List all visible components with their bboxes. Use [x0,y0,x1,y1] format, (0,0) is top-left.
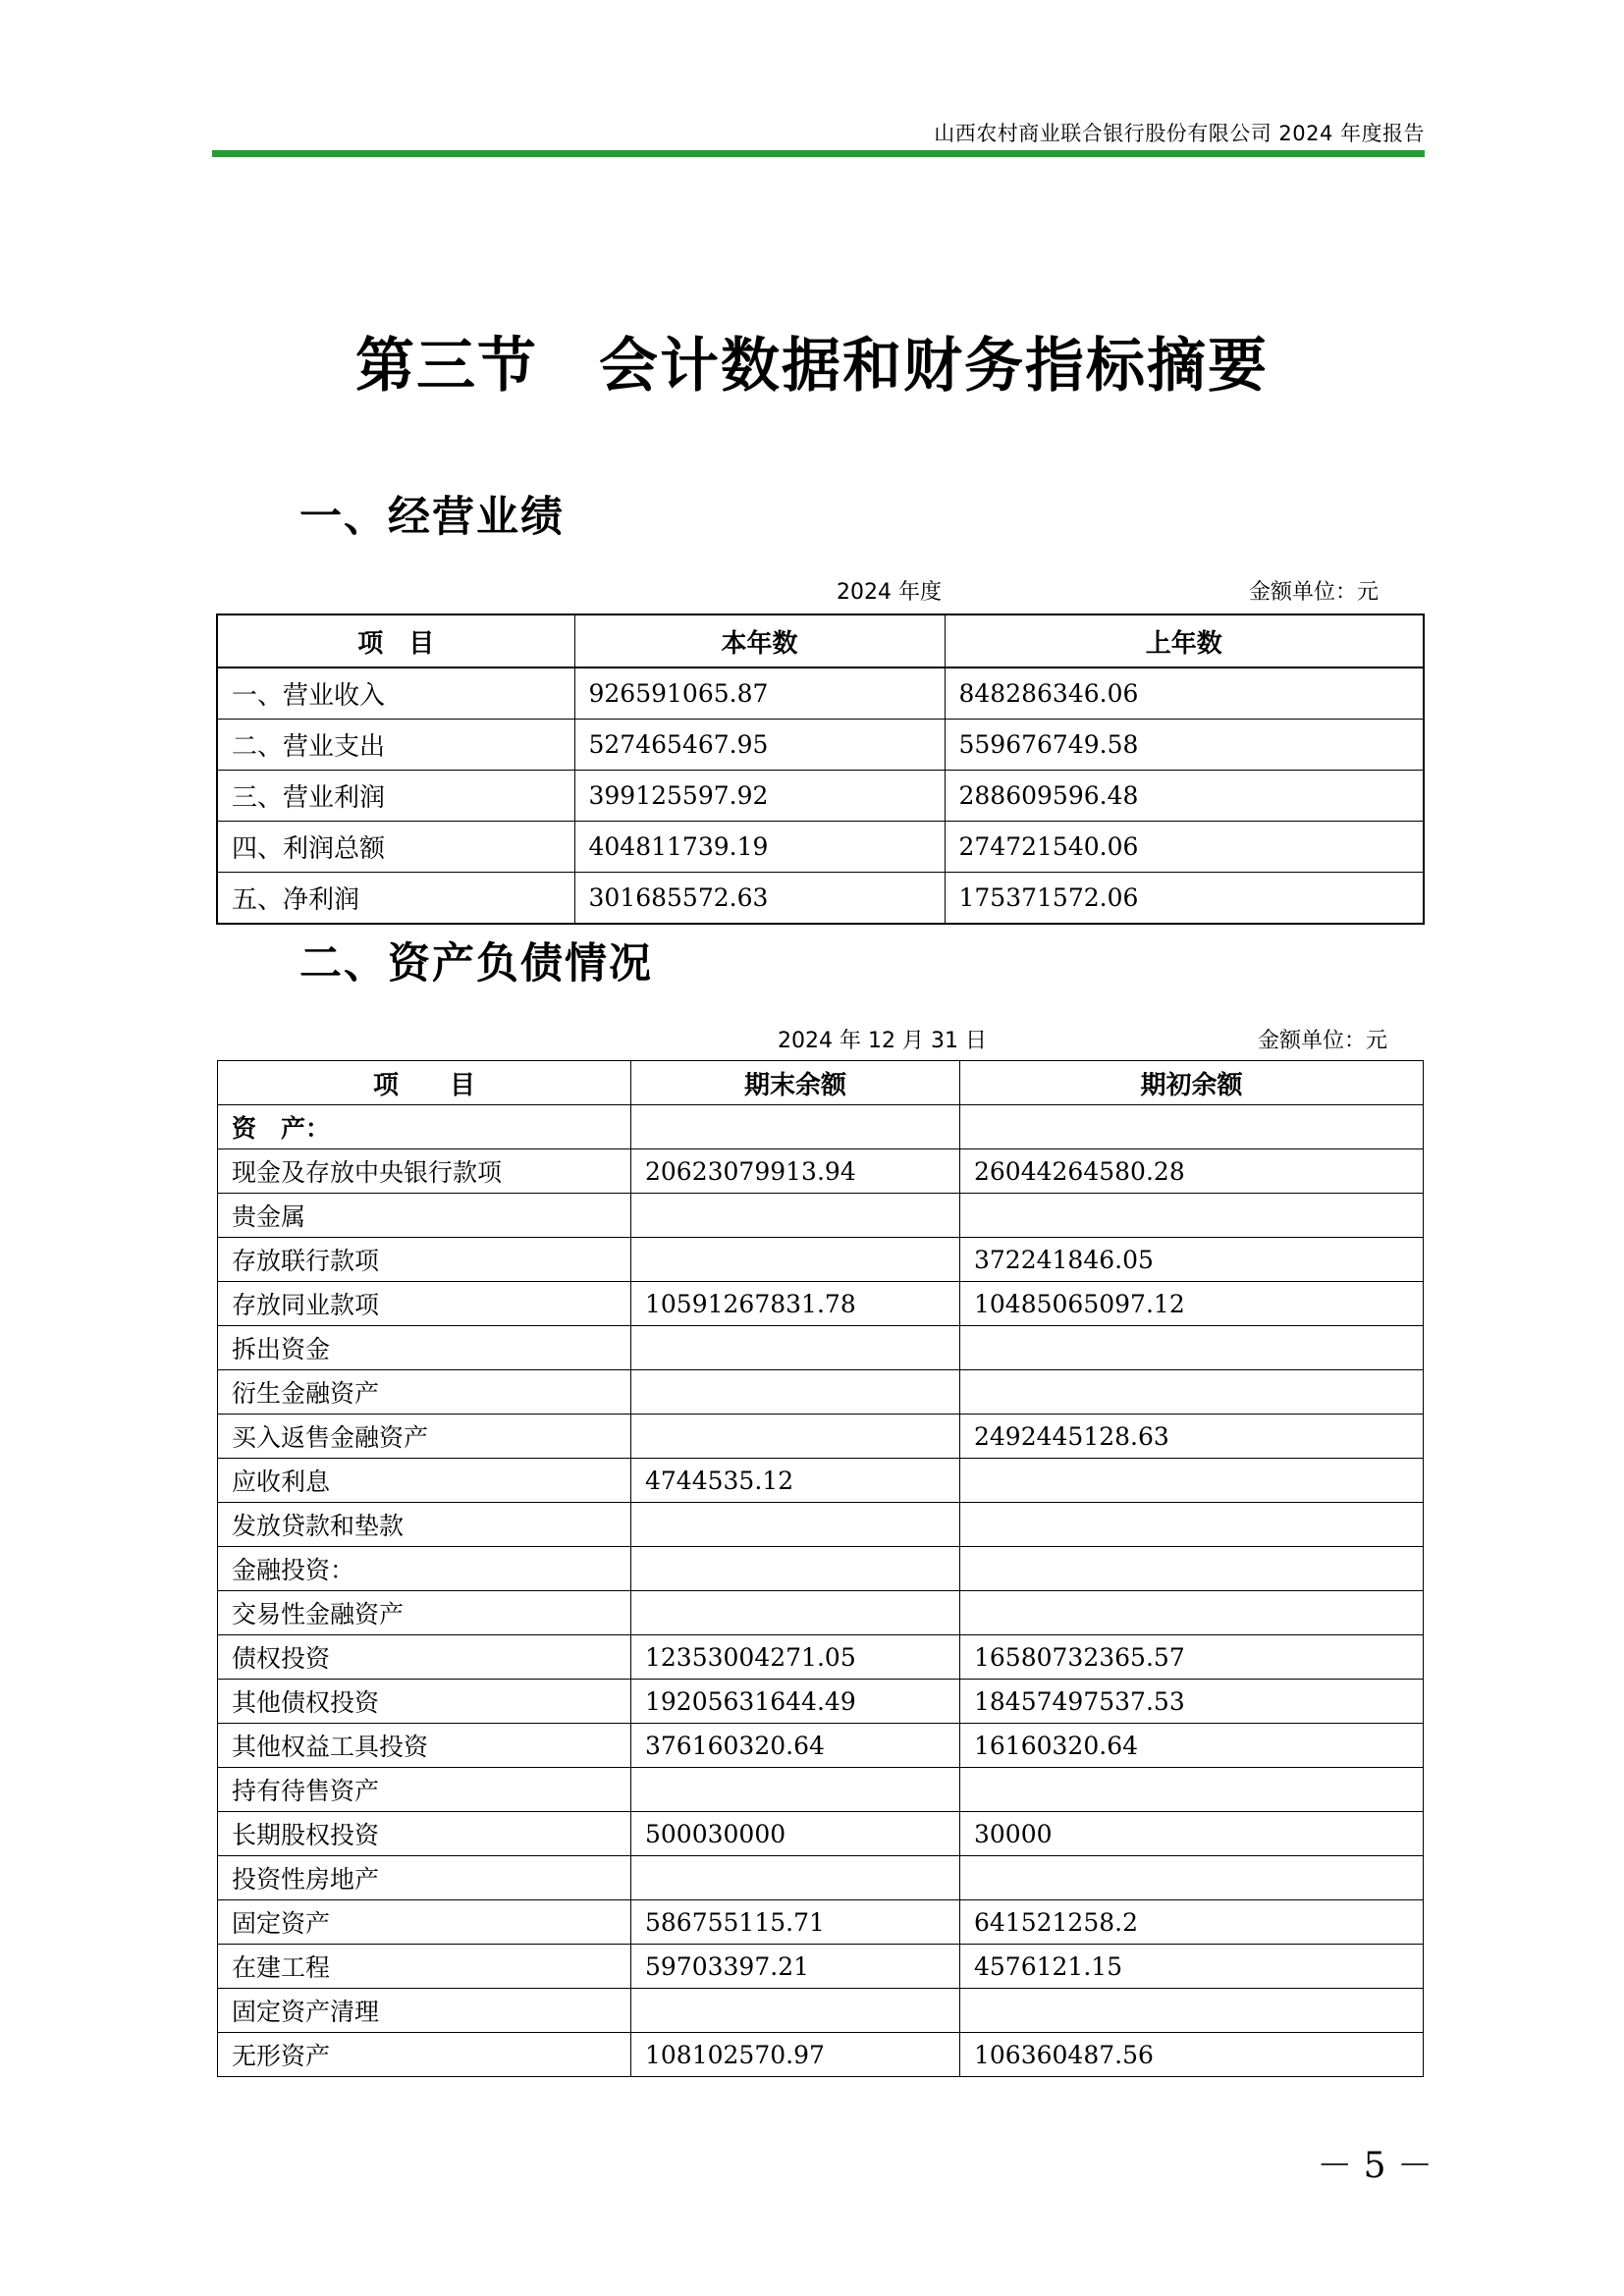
row-label: 存放同业款项 [218,1282,631,1326]
current-year-value: 404811739.19 [574,822,945,873]
closing-balance-value: 20623079913.94 [631,1149,960,1194]
opening-balance-value: 106360487.56 [960,2033,1424,2077]
column-header-item: 项 目 [218,1061,631,1105]
table-row [217,667,1424,720]
prior-year-value: 848286346.06 [945,667,1424,720]
table-row [218,1591,1424,1635]
row-label: 资 产： [218,1105,631,1149]
opening-balance-value [960,1856,1424,1900]
table-row [218,1105,1424,1149]
table-row [218,2033,1424,2077]
table-row [218,1459,1424,1503]
current-year-value: 527465467.95 [574,720,945,771]
table-row [217,771,1424,822]
row-label: 长期股权投资 [218,1812,631,1856]
table-row [218,1547,1424,1591]
operating-results-table [216,614,1425,925]
prior-year-value: 559676749.58 [945,720,1424,771]
closing-balance-value: 586755115.71 [631,1900,960,1945]
closing-balance-value [631,1768,960,1812]
closing-balance-value [631,1503,960,1547]
row-label: 其他权益工具投资 [218,1724,631,1768]
opening-balance-value: 26044264580.28 [960,1149,1424,1194]
opening-balance-value: 2492445128.63 [960,1415,1424,1459]
table-row [218,1326,1424,1370]
row-label: 拆出资金 [218,1326,631,1370]
current-year-value: 301685572.63 [574,873,945,925]
row-label: 固定资产清理 [218,1989,631,2033]
opening-balance-value: 4576121.15 [960,1945,1424,1989]
opening-balance-value [960,1459,1424,1503]
row-label: 债权投资 [218,1635,631,1680]
report-header: 山西农村商业联合银行股份有限公司 2024 年度报告 [934,122,1425,145]
prior-year-value: 288609596.48 [945,771,1424,822]
row-label: 四、利润总额 [217,822,574,873]
table-row [217,720,1424,771]
opening-balance-value [960,1547,1424,1591]
opening-balance-value: 641521258.2 [960,1900,1424,1945]
current-year-value: 926591065.87 [574,667,945,720]
closing-balance-value [631,1856,960,1900]
closing-balance-value: 19205631644.49 [631,1680,960,1724]
row-label: 买入返售金融资产 [218,1415,631,1459]
table-row [217,822,1424,873]
section-heading-balance-sheet: 二、资产负债情况 [299,939,653,988]
table1-unit: 金额单位：元 [1249,580,1380,605]
opening-balance-value: 16580732365.57 [960,1635,1424,1680]
row-label: 现金及存放中央银行款项 [218,1149,631,1194]
closing-balance-value: 4744535.12 [631,1459,960,1503]
prior-year-value: 175371572.06 [945,873,1424,925]
closing-balance-value: 10591267831.78 [631,1282,960,1326]
table-row [218,1768,1424,1812]
page-number: － 5 － [1317,2146,1433,2186]
table-header-row [217,614,1424,667]
row-label: 持有待售资产 [218,1768,631,1812]
closing-balance-value: 108102570.97 [631,2033,960,2077]
page-title: 第三节 会计数据和财务指标摘要 [355,332,1269,400]
row-label: 固定资产 [218,1900,631,1945]
row-label: 三、营业利润 [217,771,574,822]
table2-unit: 金额单位：元 [1258,1029,1388,1053]
closing-balance-value: 376160320.64 [631,1724,960,1768]
column-header-prior-year: 上年数 [945,614,1424,667]
table-row [217,873,1424,925]
table-row [218,1149,1424,1194]
closing-balance-value [631,1326,960,1370]
table-row [218,1635,1424,1680]
closing-balance-value [631,1370,960,1415]
row-label: 存放联行款项 [218,1238,631,1282]
closing-balance-value [631,1591,960,1635]
closing-balance-value: 500030000 [631,1812,960,1856]
table-header-row [218,1061,1424,1105]
opening-balance-value: 18457497537.53 [960,1680,1424,1724]
opening-balance-value: 30000 [960,1812,1424,1856]
row-label: 贵金属 [218,1194,631,1238]
table2-date: 2024 年 12 月 31 日 [778,1029,987,1053]
row-label: 衍生金融资产 [218,1370,631,1415]
opening-balance-value [960,1105,1424,1149]
closing-balance-value: 59703397.21 [631,1945,960,1989]
header-rule [212,150,1425,157]
table-row [218,1238,1424,1282]
opening-balance-value [960,1370,1424,1415]
section-heading-operating-results: 一、经营业绩 [299,493,565,542]
opening-balance-value [960,1503,1424,1547]
row-label: 二、营业支出 [217,720,574,771]
row-label: 交易性金融资产 [218,1591,631,1635]
table-row [218,1812,1424,1856]
row-label: 无形资产 [218,2033,631,2077]
table-row [218,1415,1424,1459]
closing-balance-value [631,1547,960,1591]
opening-balance-value [960,1326,1424,1370]
table-row [218,1989,1424,2033]
column-header-closing-balance: 期末余额 [631,1061,960,1105]
closing-balance-value: 12353004271.05 [631,1635,960,1680]
opening-balance-value [960,1768,1424,1812]
table-row [218,1900,1424,1945]
closing-balance-value [631,1238,960,1282]
table-row [218,1282,1424,1326]
closing-balance-value [631,1194,960,1238]
table-row [218,1856,1424,1900]
row-label: 一、营业收入 [217,667,574,720]
opening-balance-value [960,1194,1424,1238]
column-header-item: 项 目 [217,614,574,667]
table-row [218,1945,1424,1989]
row-label: 其他债权投资 [218,1680,631,1724]
row-label: 在建工程 [218,1945,631,1989]
prior-year-value: 274721540.06 [945,822,1424,873]
table-row [218,1503,1424,1547]
opening-balance-value: 16160320.64 [960,1724,1424,1768]
column-header-current-year: 本年数 [574,614,945,667]
table1-period: 2024 年度 [837,580,942,605]
row-label: 投资性房地产 [218,1856,631,1900]
table-row [218,1194,1424,1238]
table-row [218,1370,1424,1415]
row-label: 金融投资： [218,1547,631,1591]
table-row [218,1724,1424,1768]
closing-balance-value [631,1989,960,2033]
opening-balance-value: 10485065097.12 [960,1282,1424,1326]
row-label: 应收利息 [218,1459,631,1503]
column-header-opening-balance: 期初余额 [960,1061,1424,1105]
opening-balance-value: 372241846.05 [960,1238,1424,1282]
table-row [218,1680,1424,1724]
closing-balance-value [631,1105,960,1149]
row-label: 五、净利润 [217,873,574,925]
closing-balance-value [631,1415,960,1459]
balance-sheet-table [217,1060,1424,2077]
row-label: 发放贷款和垫款 [218,1503,631,1547]
opening-balance-value [960,1989,1424,2033]
current-year-value: 399125597.92 [574,771,945,822]
opening-balance-value [960,1591,1424,1635]
